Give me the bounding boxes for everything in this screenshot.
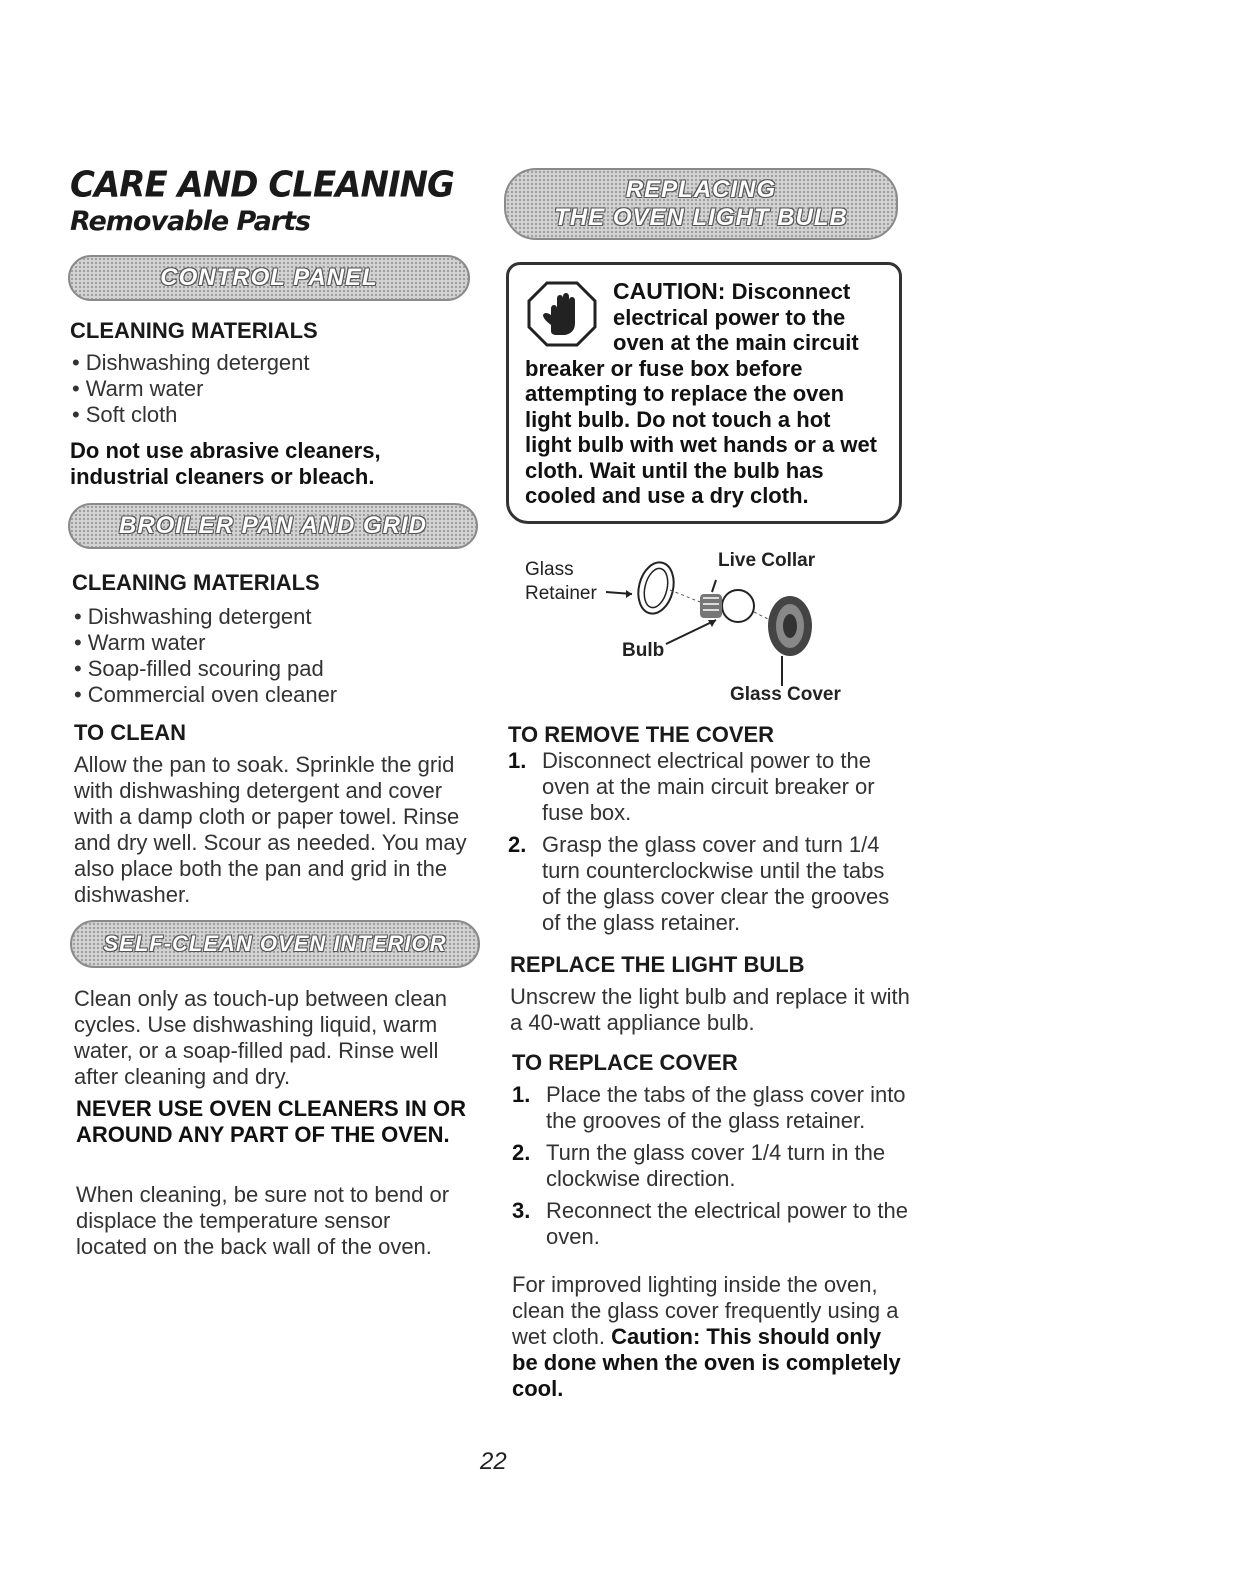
broiler-materials-list [74, 604, 464, 708]
banner-line-1: REPLACING [625, 176, 777, 203]
control-panel-materials-list [72, 350, 452, 428]
list-item [512, 1082, 912, 1134]
caution-box [506, 262, 902, 524]
replace-bulb-text: Unscrew the light bulb and replace it with a 40-watt appliance bulb. [510, 984, 910, 1035]
control-panel-banner [68, 255, 470, 301]
control-panel-materials-heading: CLEANING MATERIALS [70, 318, 318, 343]
step-number: 2. [512, 1140, 531, 1165]
step-number: 3. [512, 1198, 531, 1223]
final-paragraph [512, 1272, 912, 1402]
broiler-banner-text: BROILER PAN AND GRID [119, 512, 427, 539]
step-number: 1. [508, 748, 527, 773]
remove-cover-heading: TO REMOVE THE COVER [508, 722, 775, 747]
caution-label: CAUTION: [613, 278, 726, 304]
live-collar-label: Live Collar [718, 550, 816, 571]
glass-cover-label: Glass Cover [730, 684, 841, 705]
list-item [508, 832, 908, 936]
caution-text: Disconnect electrical power to the oven at the main circuit breaker or fuse box before attempting to replace the oven light bulb. Do not touch a hot light bulb with wet hands or a wet cloth. Wait until the bulb has cooled and use a dry cloth. [525, 279, 877, 508]
final-caution: Caution: This should only be done when the oven is completely cool. [512, 1324, 901, 1401]
light-bulb-diagram [520, 546, 880, 716]
list-item: • Soft cloth [72, 402, 452, 428]
list-item: • Commercial oven cleaner [74, 682, 464, 708]
replace-cover-steps [512, 1082, 912, 1256]
step-number: 2. [508, 832, 527, 857]
list-item: • Soap-filled scouring pad [74, 656, 464, 682]
oven-cleaner-warning: NEVER USE OVEN CLEANERS IN OR AROUND ANY PART OF THE OVEN. [76, 1096, 466, 1147]
control-panel-banner-text: CONTROL PANEL [160, 264, 378, 291]
hand-stop-icon [525, 279, 603, 351]
self-clean-text: Clean only as touch-up between clean cycles. Use dishwashing liquid, warm water, or a soap-filled pad. Rinse well after cleaning and dry. [74, 986, 448, 1089]
bulb-label: Bulb [622, 640, 665, 661]
page-title: CARE AND CLEANING [70, 164, 454, 206]
list-item: • Dishwashing detergent [74, 604, 464, 630]
glass-retainer-label: Glass Retainer [525, 559, 597, 604]
list-item: • Warm water [74, 630, 464, 656]
step-text: Reconnect the electrical power to the oven. [546, 1198, 908, 1249]
broiler-materials-heading: CLEANING MATERIALS [72, 570, 320, 595]
replace-cover-heading: TO REPLACE COVER [512, 1050, 738, 1075]
to-clean-text: Allow the pan to soak. Sprinkle the grid with dishwashing detergent and cover with a damp cloth or paper towel. Rinse and dry well. Scour as needed. You may also place both the pan and grid in the dishwasher. [74, 752, 467, 907]
list-item [508, 748, 908, 826]
step-text: Turn the glass cover 1/4 turn in the clockwise direction. [546, 1140, 886, 1191]
step-number: 1. [512, 1082, 531, 1107]
control-panel-warning: Do not use abrasive cleaners, industrial cleaners or bleach. [70, 438, 381, 489]
step-text: Disconnect electrical power to the oven at the main circuit breaker or fuse box. [542, 748, 875, 825]
replace-bulb-heading: REPLACE THE LIGHT BULB [510, 952, 805, 977]
sensor-note: When cleaning, be sure not to bend or displace the temperature sensor located on the back wall of the oven. [76, 1182, 450, 1259]
self-clean-banner [70, 920, 480, 968]
self-clean-banner-text: SELF-CLEAN OVEN INTERIOR [103, 931, 447, 956]
list-item: • Warm water [72, 376, 452, 402]
replacing-light-bulb-banner [504, 168, 898, 240]
banner-line-2: THE OVEN LIGHT BULB [554, 204, 848, 231]
remove-cover-steps [508, 748, 908, 942]
final-text: For improved lighting inside the oven, clean the glass cover frequently using a wet cloth. [512, 1272, 899, 1349]
to-clean-heading: TO CLEAN [74, 720, 187, 745]
broiler-banner [68, 503, 478, 549]
page-number: 22 [480, 1448, 507, 1475]
list-item [512, 1140, 912, 1192]
list-item [512, 1198, 912, 1250]
step-text: Grasp the glass cover and turn 1/4 turn counterclockwise until the tabs of the glass cover clear the grooves of the glass retainer. [542, 832, 890, 935]
step-text: Place the tabs of the glass cover into the grooves of the glass retainer. [546, 1082, 906, 1133]
page-subtitle: Removable Parts [70, 206, 311, 237]
list-item: • Dishwashing detergent [72, 350, 452, 376]
